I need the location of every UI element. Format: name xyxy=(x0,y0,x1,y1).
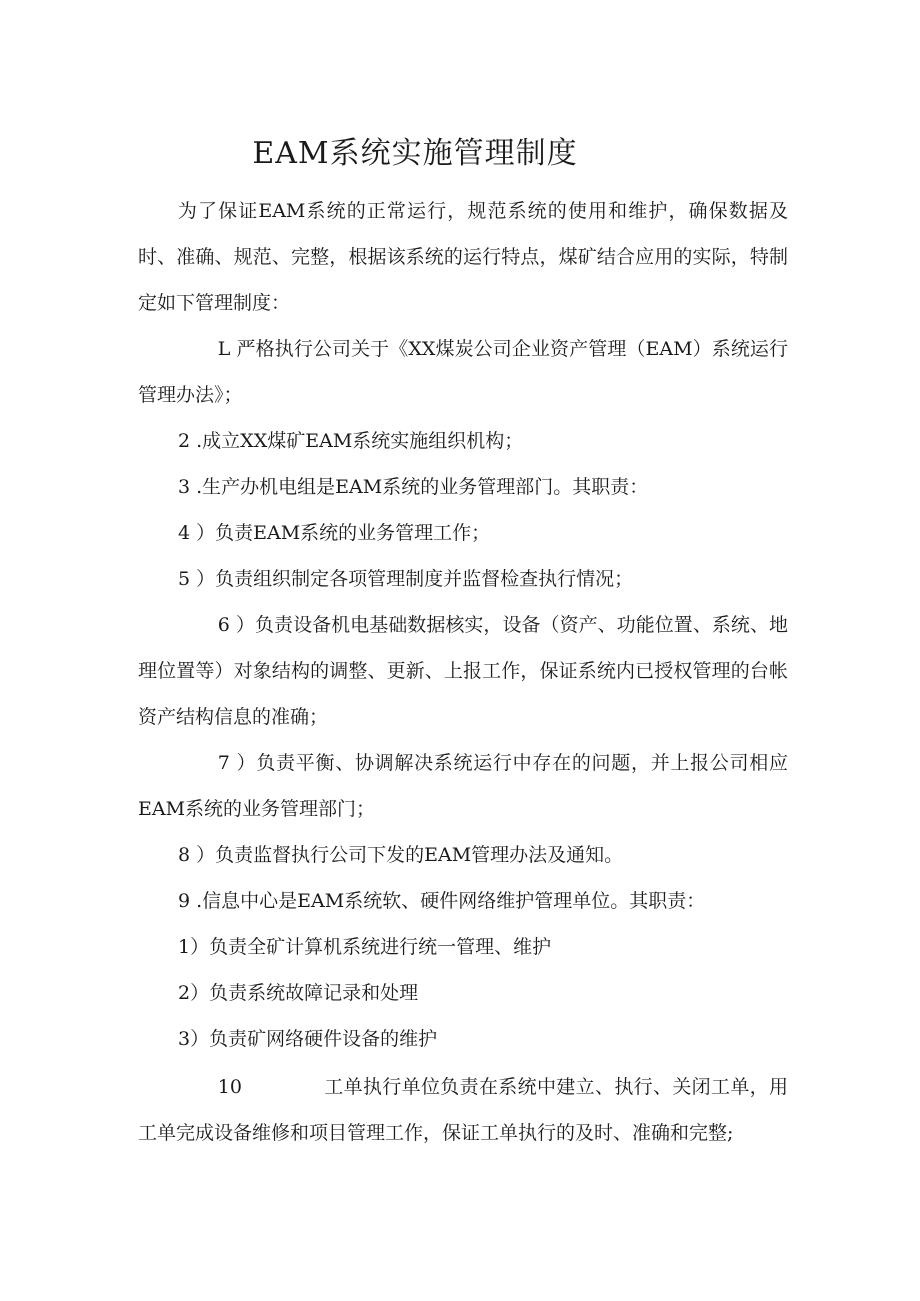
clause-text: ）负责监督执行公司下发的EAM管理办法及通知。 xyxy=(196,844,624,866)
clause-number: 3 xyxy=(178,476,191,498)
page-title: EAM系统实施管理制度 xyxy=(252,136,578,171)
intro-paragraph: 为了保证EAM系统的正常运行，规范系统的使用和维护，确保数据及时、准确、规范、完整，根据该系统的运行特点，煤矿结合应用的实际，特制定如下管理制度： xyxy=(138,200,788,314)
clause-number: 9 xyxy=(178,890,191,912)
clause-text: 严格执行公司关于《XX煤炭公司企业资产管理（EAM）系统运行管理办法》； xyxy=(138,338,788,406)
clause-text: .生产办机电组是EAM系统的业务管理部门。其职责： xyxy=(196,476,649,498)
clause-number: 8 xyxy=(178,844,191,866)
clause-number: 5 xyxy=(178,568,191,590)
clause-text: 工单执行单位负责在系统中建立、执行、关闭工单，用工单完成设备维修和项目管理工作，保证工单执行的及时、准确和完整; xyxy=(138,1076,788,1144)
clause-5 xyxy=(178,556,633,602)
clause-7 xyxy=(138,740,788,832)
clause-4 xyxy=(178,510,490,556)
clause-number: 6 xyxy=(217,614,230,636)
clause-text: 负责全矿计算机系统进行统一管理、维护 xyxy=(209,936,552,958)
clause-text: ）负责EAM系统的业务管理工作； xyxy=(196,522,491,544)
clause-number: 2 xyxy=(178,430,191,452)
clause-number: L xyxy=(217,338,231,360)
clause-9 xyxy=(178,878,705,924)
sub-clause-2 xyxy=(178,970,418,1016)
clause-number: 7 xyxy=(217,752,230,774)
clause-number: 1） xyxy=(178,936,210,958)
clause-text: .信息中心是EAM系统软、硬件网络维护管理单位。其职责： xyxy=(196,890,706,912)
clause-1 xyxy=(138,326,788,418)
clause-text: 负责矿网络硬件设备的维护 xyxy=(209,1028,438,1050)
clause-number: 3） xyxy=(178,1028,210,1050)
clause-text: .成立XX煤矿EAM系统实施组织机构； xyxy=(196,430,524,452)
clause-text: ）负责设备机电基础数据核实，设备（资产、功能位置、系统、地理位置等）对象结构的调整、更新、上报工作，保证系统内已授权管理的台帐资产结构信息的准确； xyxy=(138,614,788,728)
clause-2 xyxy=(178,418,523,464)
clause-text: ）负责组织制定各项管理制度并监督检查执行情况； xyxy=(196,568,634,590)
clause-10 xyxy=(138,1064,788,1156)
clause-6 xyxy=(138,602,788,740)
clause-number: 2） xyxy=(178,982,210,1004)
sub-clause-1 xyxy=(178,924,551,970)
clause-8 xyxy=(178,832,623,878)
clause-text: 负责系统故障记录和处理 xyxy=(209,982,419,1004)
clause-number: 4 xyxy=(178,522,191,544)
clause-3 xyxy=(178,464,648,510)
clause-text: ）负责平衡、协调解决系统运行中存在的问题，并上报公司相应EAM系统的业务管理部门； xyxy=(138,752,788,820)
clause-number: 10 xyxy=(217,1076,242,1098)
sub-clause-3 xyxy=(178,1016,437,1062)
